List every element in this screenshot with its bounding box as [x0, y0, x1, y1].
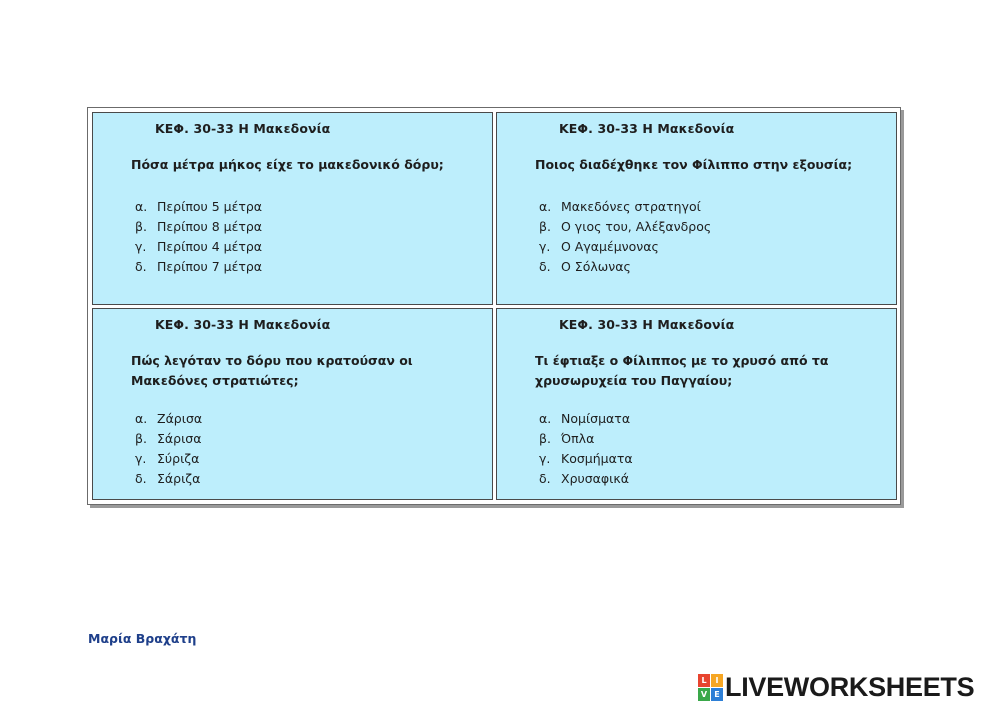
option-letter: δ.: [135, 259, 147, 274]
option-letter: γ.: [539, 451, 551, 466]
option-b[interactable]: [539, 429, 633, 449]
option-text: Σύριζα: [157, 451, 200, 466]
option-text: Περίπου 8 μέτρα: [157, 219, 263, 234]
question-grid: [87, 107, 901, 505]
option-letter: β.: [135, 431, 147, 446]
option-d[interactable]: [539, 469, 633, 489]
option-letter: β.: [539, 431, 551, 446]
logo-mark-tile: L: [698, 674, 710, 687]
question-card-2: [496, 112, 897, 305]
option-letter: γ.: [135, 451, 147, 466]
option-letter: β.: [539, 219, 551, 234]
options-list: [539, 409, 633, 489]
question-text: Πώς λεγόταν το δόρυ που κρατούσαν οι Μακεδόνες στρατιώτες;: [131, 353, 413, 388]
question-text: Πόσα μέτρα μήκος είχε το μακεδονικό δόρυ;: [131, 157, 444, 172]
option-text: Ο γιος του, Αλέξανδρος: [561, 219, 712, 234]
option-text: Ζάρισα: [157, 411, 203, 426]
options-list: [539, 197, 711, 277]
option-a[interactable]: [135, 409, 202, 429]
options-list: [135, 409, 202, 489]
option-a[interactable]: [539, 409, 633, 429]
option-text: Όπλα: [561, 431, 595, 446]
logo-mark-tile: V: [698, 688, 710, 701]
question-card-1: [92, 112, 493, 305]
question-card-3: [92, 308, 493, 500]
option-letter: δ.: [135, 471, 147, 486]
chapter-heading: ΚΕΦ. 30-33 Η Μακεδονία: [559, 317, 735, 332]
option-text: Περίπου 5 μέτρα: [157, 199, 263, 214]
logo-text: LIVEWORKSHEETS: [725, 671, 975, 702]
option-text: Μακεδόνες στρατηγοί: [561, 199, 701, 214]
liveworksheets-logo: [698, 672, 974, 702]
logo-mark-icon: [698, 674, 722, 700]
option-text: Χρυσαφικά: [561, 471, 629, 486]
option-letter: β.: [135, 219, 147, 234]
option-c[interactable]: [539, 237, 711, 257]
option-text: Περίπου 7 μέτρα: [157, 259, 263, 274]
option-text: Σάριζα: [157, 471, 201, 486]
option-d[interactable]: [135, 257, 262, 277]
author-name: Μαρία Βραχάτη: [88, 631, 197, 646]
option-c[interactable]: [135, 449, 202, 469]
option-text: Ο Σόλωνας: [561, 259, 631, 274]
option-letter: α.: [135, 411, 148, 426]
question-text: Ποιος διαδέχθηκε τον Φίλιππο στην εξουσία;: [535, 157, 853, 172]
chapter-heading: ΚΕΦ. 30-33 Η Μακεδονία: [559, 121, 735, 136]
option-letter: γ.: [135, 239, 147, 254]
option-text: Νομίσματα: [561, 411, 631, 426]
option-letter: γ.: [539, 239, 551, 254]
chapter-heading: ΚΕΦ. 30-33 Η Μακεδονία: [155, 121, 331, 136]
option-a[interactable]: [539, 197, 711, 217]
question-text: Τι έφτιαξε ο Φίλιππος με το χρυσό από τα χρυσωρυχεία του Παγγαίου;: [535, 353, 829, 388]
option-letter: α.: [135, 199, 148, 214]
logo-mark-tile: I: [711, 674, 723, 687]
option-text: Περίπου 4 μέτρα: [157, 239, 263, 254]
chapter-heading: ΚΕΦ. 30-33 Η Μακεδονία: [155, 317, 331, 332]
option-text: Ο Αγαμέμνονας: [561, 239, 659, 254]
question-card-4: [496, 308, 897, 500]
option-d[interactable]: [135, 469, 202, 489]
option-letter: α.: [539, 199, 552, 214]
option-letter: δ.: [539, 471, 551, 486]
option-b[interactable]: [539, 217, 711, 237]
option-d[interactable]: [539, 257, 711, 277]
option-letter: δ.: [539, 259, 551, 274]
option-letter: α.: [539, 411, 552, 426]
option-text: Κοσμήματα: [561, 451, 633, 466]
option-b[interactable]: [135, 429, 202, 449]
option-c[interactable]: [135, 237, 262, 257]
logo-mark-tile: E: [711, 688, 723, 701]
option-a[interactable]: [135, 197, 262, 217]
options-list: [135, 197, 262, 277]
option-c[interactable]: [539, 449, 633, 469]
option-b[interactable]: [135, 217, 262, 237]
option-text: Σάρισα: [157, 431, 202, 446]
